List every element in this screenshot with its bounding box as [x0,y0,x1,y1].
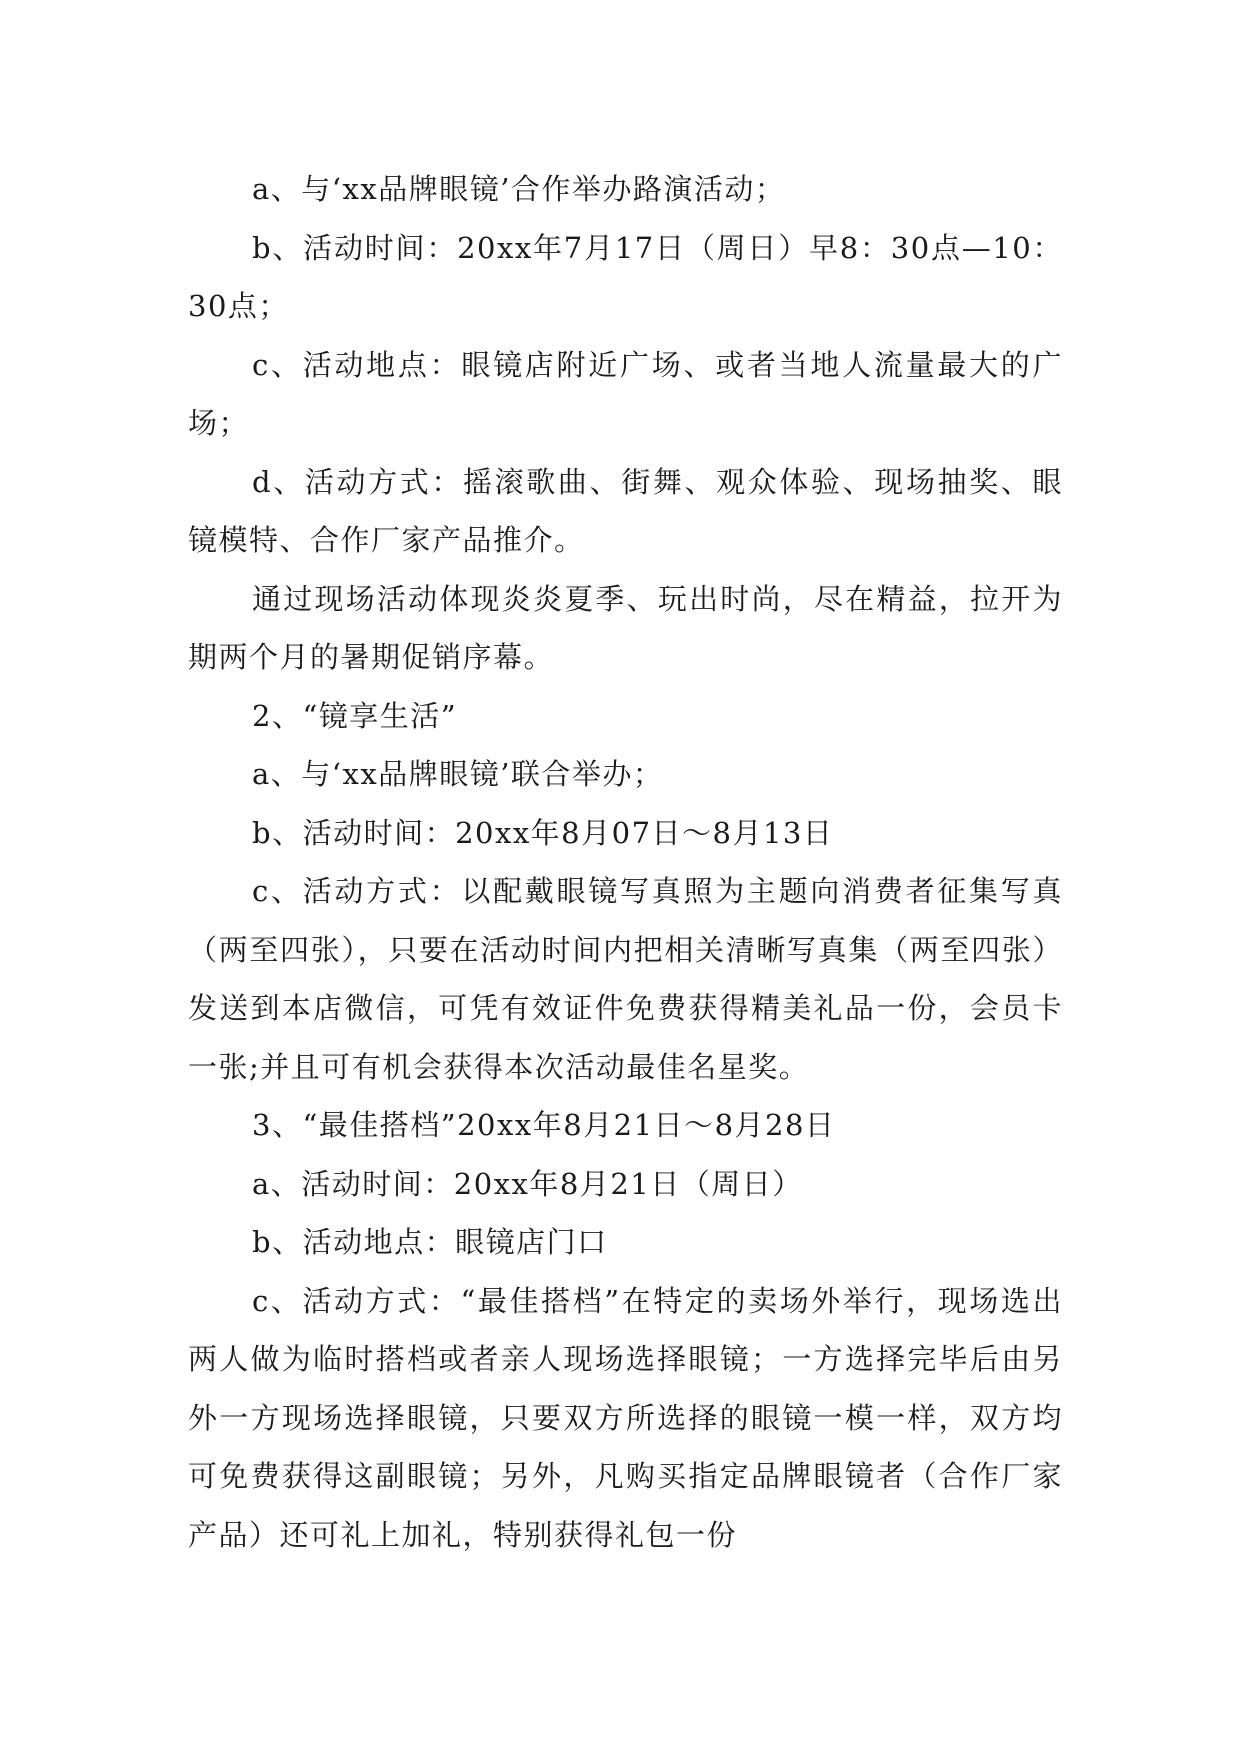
paragraph-roadshow-time: b、活动时间：20xx年7月17日（周日）早8：30点—10：30点； [188,230,1063,323]
paragraph-partner-location: b、活动地点：眼镜店门口 [252,1225,608,1259]
paragraph-roadshow-location: c、活动地点：眼镜店附近广场、或者当地人流量最大的广场； [188,347,1063,440]
paragraph-photo-time: b、活动时间：20xx年8月07日～8月13日 [252,815,834,850]
paragraph-roadshow-cooperation: a、与‘xx品牌眼镜’合作举办路演活动； [252,172,786,206]
section-heading-2: 2、“镜享生活” [252,698,458,733]
paragraph-roadshow-summary: 通过现场活动体现炎炎夏季、玩出时尚，尽在精益，拉开为期两个月的暑期促销序幕。 [188,581,1063,674]
section-heading-3: 3、“最佳搭档”20xx年8月21日～8月28日 [252,1108,836,1142]
paragraph-roadshow-method: d、活动方式：摇滚歌曲、街舞、观众体验、现场抽奖、眼镜模特、合作厂家产品推介。 [188,464,1063,557]
paragraph-photo-cooperation: a、与‘xx品牌眼镜’联合举办； [252,757,664,791]
document-body [188,160,1063,1564]
paragraph-partner-time: a、活动时间：20xx年8月21日（周日） [252,1166,803,1201]
paragraph-partner-method: c、活动方式：“最佳搭档”在特定的卖场外举行，现场选出两人做为临时搭档或者亲人现场选择眼镜；一方选择完毕后由另外一方现场选择眼镜，只要双方所选择的眼镜一模一样，双方均可免费获得这副眼镜；另外，凡购买指定品牌眼镜者（合作厂家产品）还可礼上加礼，特别获得礼包一份 [188,1283,1063,1552]
paragraph-photo-method: c、活动方式：以配戴眼镜写真照为主题向消费者征集写真（两至四张），只要在活动时间内把相关清晰写真集（两至四张）发送到本店微信，可凭有效证件免费获得精美礼品一份，会员卡一张;并且可有机会获得本次活动最佳名星奖。 [188,874,1063,1084]
